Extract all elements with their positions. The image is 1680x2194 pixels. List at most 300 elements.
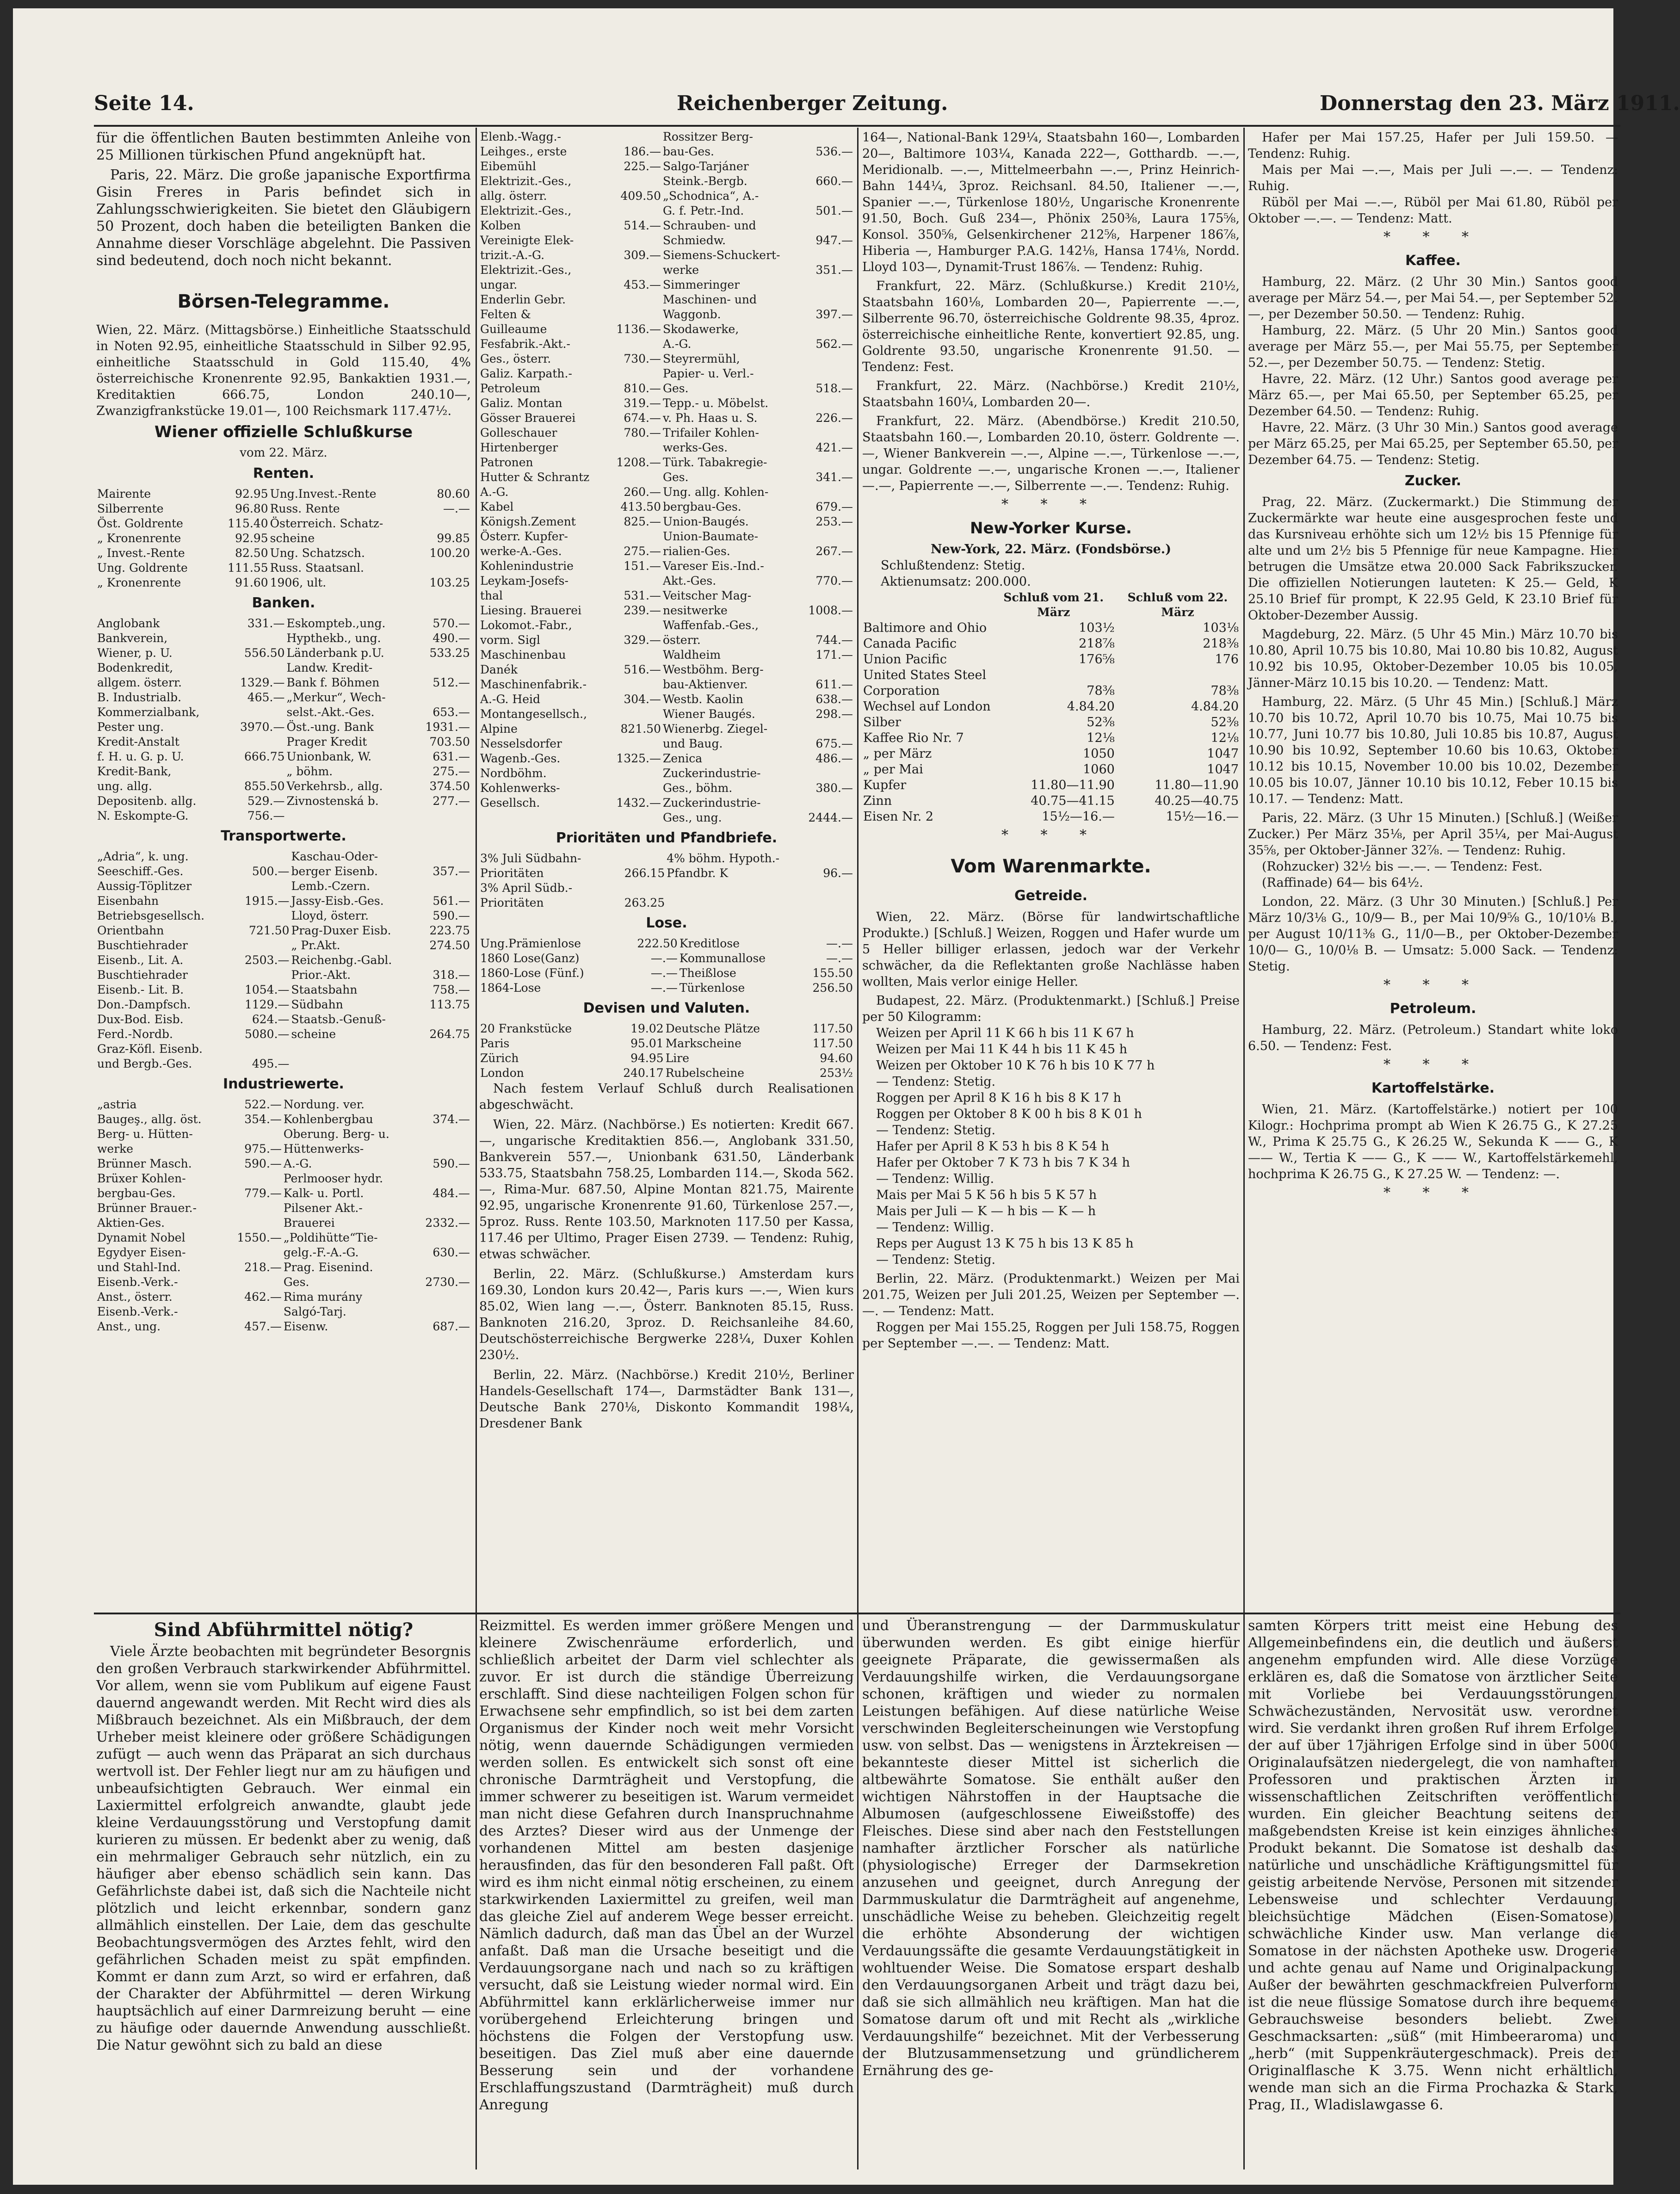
table-cell <box>608 130 662 144</box>
table-cell: Siemens-Schuckert- <box>663 248 780 262</box>
table-cell: Zinn <box>863 794 892 808</box>
table-cell: Betriebsgesellsch. <box>97 909 205 922</box>
table-cell: 309.— <box>624 248 661 262</box>
table-row <box>479 440 854 455</box>
table-cell: 115.40 <box>228 517 268 530</box>
table-cell: 1008.— <box>808 604 853 617</box>
table-row <box>479 648 854 662</box>
table-row <box>479 514 854 529</box>
table-row <box>96 1216 471 1230</box>
table-cell: 1325.— <box>616 752 661 765</box>
table-cell: Elektrizit.-Ges., <box>480 174 572 188</box>
schlusskurse-date: vom 22. März. <box>240 446 327 460</box>
table-row <box>96 864 471 879</box>
table-row <box>96 661 471 675</box>
table-cell: „Merkur“, Wech- <box>286 691 386 704</box>
table-row <box>96 561 471 575</box>
table-row <box>96 749 471 764</box>
table-cell <box>800 559 854 574</box>
table-cell: 82.50 <box>235 546 268 560</box>
table-cell: 171.— <box>815 648 853 661</box>
table-cell: Trifailer Kohlen- <box>663 426 759 439</box>
table-cell: „ Invest.-Rente <box>97 546 185 560</box>
table-row <box>96 646 471 661</box>
table-cell: 1860 Lose(Ganz) <box>480 952 580 965</box>
table-cell: 756.— <box>247 809 285 822</box>
table-cell: 457.— <box>244 1320 282 1333</box>
table-cell: 4.84.20 <box>1067 699 1115 714</box>
table-cell: 92.95 <box>235 532 268 545</box>
table-cell: Kohlenwerks- <box>480 781 560 795</box>
table-cell: Bankverein, <box>97 631 168 645</box>
table-cell: Lloyd, österr. <box>291 909 369 922</box>
table-cell: Silberrente <box>97 502 164 515</box>
table-cell: Orientbahn <box>97 924 164 937</box>
table-row <box>96 546 471 561</box>
table-cell: 329.— <box>624 633 661 647</box>
table-row <box>479 411 854 426</box>
table-cell: „astria <box>97 1098 137 1111</box>
table-cell: 341.— <box>815 470 853 484</box>
table-cell: Zuckerindustrie- <box>663 796 761 810</box>
ad-column-1 <box>96 1617 471 2172</box>
table-row <box>479 662 854 677</box>
table-cell: Königsh.Zement <box>480 515 576 528</box>
table-cell: 486.— <box>815 752 853 765</box>
table-row <box>479 130 854 144</box>
table-cell: Ung.Prämienlose <box>480 937 581 950</box>
table-cell: Lire <box>665 1051 690 1065</box>
table-cell: Eisenb.-Verk.- <box>97 1305 178 1318</box>
table-row <box>96 1319 471 1334</box>
table-row <box>96 764 471 779</box>
table-cell: Verkehrsb., allg. <box>286 779 383 793</box>
table-row <box>96 501 471 516</box>
table-cell: Ges. <box>663 382 689 395</box>
table-cell: 514.— <box>624 219 661 232</box>
newyork-title: New-Yorker Kurse. <box>970 519 1132 538</box>
budapest-prices <box>862 1025 1240 1268</box>
table-cell: 15½—16.— <box>1042 810 1115 824</box>
table-cell <box>418 849 471 864</box>
transport-title: Transportwerte. <box>221 828 346 844</box>
table-cell: 687.— <box>432 1320 470 1333</box>
table-cell <box>608 810 662 825</box>
table-cell: 674.— <box>624 411 661 425</box>
london-zucker: London, 22. März. (3 Uhr 30 Minuten.) [Schluß.] Per März 10/3⅛ G., 10/9— B., per Mai 10/9⅝ G., 10/10⅛ B., per August 10/11⅜ G., 11/0—B., per Oktober-Dezember 10/0— G., 10/0⅛ B. — Umsatz: 5.000 Sack. — Tendenz: Stetig. <box>1248 895 1618 974</box>
table-cell: 298.— <box>815 707 853 721</box>
table-cell: —.— <box>650 981 678 995</box>
table-cell: 274.50 <box>429 939 470 952</box>
table-cell: 1208.— <box>616 456 661 469</box>
table-cell: 2444.— <box>808 811 853 824</box>
table-cell <box>608 307 662 322</box>
table-cell <box>232 909 290 923</box>
table-cell: 821.50 <box>620 722 661 735</box>
table-cell <box>414 1201 471 1216</box>
table-row <box>479 381 854 396</box>
table-cell: Brüxer Kohlen- <box>97 1172 186 1185</box>
table-cell: „Schodnica“, A.- <box>663 189 759 203</box>
table-cell <box>232 968 290 983</box>
table-cell: Patronen <box>480 456 533 469</box>
table-cell: 1329.— <box>240 676 285 689</box>
newspaper-page <box>13 8 1680 2185</box>
table-row <box>96 1112 471 1127</box>
table-cell: Gesellsch. <box>480 796 540 810</box>
table-row <box>479 603 854 618</box>
table-cell: Brünner Masch. <box>97 1157 192 1170</box>
table-cell: Salgo-Tarjáner <box>663 160 749 173</box>
table-cell: A.-G. Heid <box>480 692 541 706</box>
table-cell: 266.15 <box>624 866 665 880</box>
table-cell: 409.50 <box>620 189 661 203</box>
table-cell: Wiener Baugés. <box>663 707 755 721</box>
schlusskurse-title: Wiener offizielle Schlußkurse <box>154 423 413 441</box>
report-line: Hamburg, 22. März. (2 Uhr 30 Min.) Santos good average per März 54.—, per Mai 54.—, per September 52.—, per Dezember 50.50. — Tendenz: Ruhig. <box>1248 275 1618 321</box>
table-cell: 4% böhm. Hypoth.- <box>667 852 780 865</box>
table-cell <box>418 1012 471 1027</box>
table-row <box>96 938 471 953</box>
paris-zucker: Paris, 22. März. (3 Uhr 15 Minuten.) [Schluß.] (Weißer Zucker.) Per März 35⅛, per April 35¼, per Mai-August 35⅝, per Oktober-Jänner 32⅞. — Tendenz: Ruhig. <box>1248 811 1618 858</box>
table-cell: Theißlose <box>679 966 736 980</box>
table-cell <box>414 1097 471 1112</box>
wien-nachboerse: Wien, 22. März. (Nachbörse.) Es notierten: Kredit 667.—, ungarische Kreditaktien 856.—, Anglobank 331.50, Bankverein 557.—, Unionbank 631.50, Länderbank 533.75, Staatsbahn 758.25, Lombarden 114.—, Skoda 562.—, Rima-Mur. 687.50, Alpine Montan 821.75, Mairente 92.95, ungarische Kronenrente 91.60, Türkenlose 257.—, 5proz. Russ. Rente 103.50, Marknoten 117.50 per Kassa, 117.46 per Ultimo, Prager Eisen 2739. — Tendenz: Ruhig, etwas schwächer. <box>479 1118 854 1261</box>
table-cell: Seeschiff.-Ges. <box>97 865 184 878</box>
table-cell: Unionbank, W. <box>286 750 372 763</box>
table-row <box>479 766 854 781</box>
table-cell: Depositenb. allg. <box>97 794 197 808</box>
table-cell <box>226 1216 283 1230</box>
industrie-title: Industriewerte. <box>223 1076 344 1092</box>
table-cell: Don.-Dampfsch. <box>97 998 191 1011</box>
table-row <box>96 849 471 864</box>
table-cell: Enderlin Gebr. <box>480 293 566 306</box>
kartoffel-title: Kartoffelstärke. <box>1371 1080 1495 1096</box>
table-cell: 611.— <box>815 678 853 691</box>
table-cell: 218.— <box>244 1261 282 1274</box>
table-cell <box>800 766 854 781</box>
table-row <box>479 233 854 248</box>
table-cell: Eisenb.-Verk.- <box>97 1275 178 1289</box>
table-cell: „ böhm. <box>286 765 333 778</box>
column-rule-1 <box>476 128 477 1613</box>
table-cell <box>800 662 854 677</box>
table-row <box>479 292 854 307</box>
table-cell <box>800 248 854 263</box>
banken-title: Banken. <box>252 595 315 611</box>
report-line: — Tendenz: Stetig. <box>876 1123 996 1137</box>
table-cell: 630.— <box>432 1246 470 1259</box>
table-cell: —.— <box>650 966 678 980</box>
table-cell: Waggonb. <box>663 308 721 321</box>
table-cell: selst.-Akt.-Ges. <box>286 705 375 719</box>
header-rule <box>94 125 1620 127</box>
table-cell: 1136.— <box>616 322 661 336</box>
frankfurt-nachboerse: Frankfurt, 22. März. (Nachbörse.) Kredit 210½, Staatsbahn 160¼, Lombarden 20—. <box>862 379 1240 409</box>
table-cell: Ges., österr. <box>480 352 551 365</box>
ny-col-2: Schluß vom 22. März <box>1127 591 1228 619</box>
table-cell: Aktien-Ges. <box>97 1216 165 1230</box>
table-cell: Brauerei <box>283 1216 335 1230</box>
table-cell: 536.— <box>815 145 853 158</box>
table-cell: Maschinenbau <box>480 648 566 661</box>
table-row <box>479 866 854 881</box>
table-row <box>96 1275 471 1290</box>
table-cell: Österr. Kupfer- <box>480 530 568 543</box>
separator-stars-3: * * * <box>1383 229 1483 245</box>
magdeburg-zucker: Magdeburg, 22. März. (5 Uhr 45 Min.) März 10.70 bis 10.80, April 10.75 bis 10.80, Mai 10.80 bis 10.82, August 10.92 bis 10.95, Oktober-Dezember 10.05 bis 10.05, Jänner-März 10.15 bis 10.20. — Tendenz: Matt. <box>1248 627 1618 690</box>
table-cell: Vereinigte Elek- <box>480 234 574 247</box>
table-row <box>479 500 854 514</box>
table-cell: Türkenlose <box>679 981 745 995</box>
table-cell: „ Kronenrente <box>97 532 181 545</box>
table-cell: Veitscher Mag- <box>663 589 752 602</box>
table-row <box>479 426 854 440</box>
table-cell <box>417 561 471 575</box>
table-cell: 94.95 <box>630 1051 664 1065</box>
table-cell <box>608 337 662 352</box>
table-cell: 1050 <box>1083 747 1115 761</box>
table-cell: 1550.— <box>237 1231 282 1244</box>
table-row <box>479 588 854 603</box>
budapest-heading: Budapest, 22. März. (Produktenmarkt.) [Schluß.] Preise per 50 Kilogramm: <box>862 994 1240 1024</box>
table-cell <box>414 1127 471 1142</box>
table-row <box>479 396 854 411</box>
table-cell <box>608 233 662 248</box>
ad-rule-1 <box>476 1614 477 2169</box>
separator-stars-2: * * * <box>1001 827 1101 843</box>
table-cell: Dynamit Nobel <box>97 1231 185 1244</box>
table-cell: Ung. Schatzsch. <box>270 546 365 560</box>
table-cell: Baugeş., allg. öst. <box>97 1112 202 1126</box>
prioritaeten-table <box>479 851 854 910</box>
table-cell <box>418 1057 471 1071</box>
table-cell: Wienerbg. Ziegel- <box>663 722 768 735</box>
table-row <box>96 1260 471 1275</box>
table-cell <box>608 470 662 485</box>
table-row <box>96 531 471 546</box>
table-cell: 331.— <box>247 617 285 630</box>
table-cell: Tepp.- u. Möbelst. <box>663 396 769 410</box>
table-cell: Steyrermühl, <box>663 352 740 365</box>
devisen-note: Nach festem Verlauf Schluß durch Realisationen abgeschwächt. <box>479 1082 854 1112</box>
table-row <box>96 809 471 823</box>
table-cell: 779.— <box>244 1187 282 1200</box>
table-cell: 631.— <box>432 750 470 763</box>
table-cell: 155.50 <box>812 966 853 980</box>
issue-date: Donnerstag den 23. März 1911. <box>1320 92 1680 115</box>
table-cell <box>608 648 662 662</box>
banken-table <box>96 616 471 823</box>
table-cell <box>418 953 471 968</box>
newyork-tendenz: Schlußtendenz: Stetig. <box>881 558 1025 573</box>
table-cell: 495.— <box>252 1057 290 1070</box>
table-cell: Ges. <box>663 470 689 484</box>
hamburg-zucker: Hamburg, 22. März. (5 Uhr 45 Min.) [Schluß.] März 10.70 bis 10.72, April 10.70 bis 10.75, Mai 10.75 bis 10.77, Juni 10.77 bis 10.80, Juli 10.85 bis 10.87, August 10.90 bis 10.92, September 10.60 bis 10.63, Oktober 10.12 bis 10.15, November 10.00 bis 10.02, Dezember 10.05 bis 10.07, Jänner 10.10 bis 10.12, Feber 10.15 bis 10.17. — Tendenz: Matt. <box>1248 695 1618 806</box>
table-cell <box>227 705 285 720</box>
petroleum-title: Petroleum. <box>1390 1001 1476 1017</box>
table-cell <box>418 1042 471 1057</box>
table-cell: Zenica <box>663 752 703 765</box>
table-cell: 374.50 <box>429 779 470 793</box>
table-cell: Leykam-Josefs- <box>480 574 568 587</box>
berlin-rueboel: Rüböl per Mai —.—, Rüböl per Mai 61.80, Rüböl per Oktober —.—. — Tendenz: Matt. <box>1248 195 1618 226</box>
report-line: Havre, 22. März. (12 Uhr.) Santos good average per März 65.—, per Mai 65.50, per September 65.25, per Dezember 64.50. — Tendenz: Ruhig. <box>1248 372 1618 419</box>
table-row <box>862 652 1240 667</box>
page-number: Seite 14. <box>94 92 194 115</box>
prag-zuckermarkt: Prag, 22. März. (Zuckermarkt.) Die Stimmung der Zuckermärkte war heute eine ausgesprochen feste und das Kursniveau erhöhte sich um 12½ bis 15 Pfennige für alte und um 2½ bis 5 Pfennige für neue Kampagne. Hier betrugen die Umsätze etwa 20.000 Sack Fabrikszucker. Die offiziellen Notierungen lauteten: K 25.— Geld, K 25.10 Brief für prompt, K 22.95 Geld, K 23.10 Brief für Oktober-Dezember Aussig. <box>1248 495 1618 623</box>
raffinade: (Raffinade) 64— bis 64½. <box>1262 876 1423 890</box>
table-row <box>862 730 1240 746</box>
table-cell: Südbahn <box>291 998 343 1011</box>
table-cell: Prioritäten <box>480 866 544 880</box>
table-cell: Danék <box>480 663 518 676</box>
table-row <box>479 851 854 866</box>
report-line: Reps per August 13 K 75 h bis 13 K 85 h <box>876 1236 1134 1251</box>
table-cell <box>290 1057 418 1071</box>
table-cell: Prager Kredit <box>286 735 367 748</box>
ny-col-0 <box>862 590 992 620</box>
table-cell: 40.25—40.75 <box>1155 794 1239 808</box>
table-cell: allg. österr. <box>480 189 547 203</box>
table-cell: 357.— <box>432 865 470 878</box>
table-cell: 218⅞ <box>1079 637 1115 651</box>
table-cell: Fesfabrik.-Akt.- <box>480 337 570 351</box>
report-line: Hamburg, 22. März. (5 Uhr 20 Min.) Santos good average per März 55.—, per Mai 55.75, per September 52.—, per Dezember 50.75. — Tendenz: Stetig. <box>1248 323 1618 370</box>
table-cell: 947.— <box>815 234 853 247</box>
table-cell: Buschtiehrader <box>97 939 188 952</box>
table-cell: thal <box>480 589 503 602</box>
table-cell: Lemb.-Czern. <box>291 879 371 893</box>
table-cell <box>800 529 854 544</box>
table-cell: —.— <box>443 502 470 515</box>
table-cell <box>608 292 662 307</box>
table-cell: 703.50 <box>429 735 470 748</box>
table-cell: 653.— <box>432 705 470 719</box>
table-cell: werke <box>97 1142 134 1156</box>
table-cell: 117.50 <box>812 1022 853 1035</box>
table-cell: 1047 <box>1207 747 1239 761</box>
frankfurt-abendboerse: Frankfurt, 22. März. (Abendbörse.) Kredit 210.50, Staatsbahn 160.—, Lombarden 20.10, österr. Goldrente —.—, Wiener Bankverein —.—, Alpine —.—, Türkenlose —.—, ungar. Goldrente —.—, ungarische Kronen —.—, Italiener —.—, Papierrente —.—, Silberrente —.—. Tendenz: Ruhig. <box>862 414 1240 493</box>
table-cell: Reichenbg.-Gabl. <box>291 953 392 967</box>
table-cell: Kohlenbergbau <box>283 1112 373 1126</box>
table-cell: Wechsel auf London <box>863 699 991 714</box>
table-cell <box>227 764 285 779</box>
table-row <box>96 794 471 809</box>
table-cell: Alpine <box>480 722 518 735</box>
table-cell: 99.85 <box>437 532 470 545</box>
lose-table <box>479 936 854 995</box>
table-cell: 413.50 <box>620 500 661 513</box>
table-cell: 78⅜ <box>1087 684 1115 698</box>
table-cell: 638.— <box>815 692 853 706</box>
table-cell: Akt.-Ges. <box>663 574 716 587</box>
table-cell: 20 Frankstücke <box>480 1022 572 1035</box>
anleihe-paragraph: für die öffentlichen Bauten bestimmten Anleihe von 25 Millionen türkischen Pfund angeknüpft hat. <box>96 130 471 163</box>
zucker-title: Zucker. <box>1404 473 1462 489</box>
table-cell: —.— <box>650 952 678 965</box>
table-row <box>479 1066 854 1081</box>
berlin-schlusskurse: Berlin, 22. März. (Schlußkurse.) Amsterdam kurs 169.30, London kurs 20.42—, Paris kurs —.—, Wien kurs 85.02, Wien lang —.—, Österr. Banknoten 85.15, Russ. Banknoten 216.20, 3proz. D. Reichsanleihe 84.60, Deutschösterreichische Bergwerke 228¼, Duxer Kohlen 230½. <box>479 1267 854 1362</box>
table-cell <box>608 736 662 751</box>
table-cell <box>800 352 854 366</box>
table-row <box>479 796 854 810</box>
paris-paragraph: Paris, 22. März. Die große japanische Exportfirma Gisin Freres in Paris befindet sich in Zahlungsschwierigkeiten. Sie bietet den Gläubigern 50 Prozent, doch haben die beteiligten Banken die Annahme dieser Vorschläge abgelehnt. Die Passiven sind bedeutend, doch noch nicht bekannt. <box>96 167 471 269</box>
report-line: Weizen per Mai 11 K 44 h bis 11 K 45 h <box>876 1042 1128 1057</box>
table-cell: 3% Juli Südbahn- <box>480 852 581 865</box>
table-row <box>479 278 854 292</box>
table-row <box>96 909 471 923</box>
table-cell: bau-Ges. <box>663 145 714 158</box>
table-cell: werks-Ges. <box>663 441 728 454</box>
table-cell: 1860-Lose (Fünf.) <box>480 966 584 980</box>
table-cell: Kohlenindustrie <box>480 559 574 573</box>
table-cell <box>232 879 290 894</box>
table-cell: Union-Baumate- <box>663 530 759 543</box>
report-line: Havre, 22. März. (3 Uhr 30 Min.) Santos good average per März 65.25, per Mai 65.25, per September 65.50, per Dezember 64.75. — Tendenz: Stetig. <box>1248 420 1618 467</box>
table-cell <box>608 529 662 544</box>
berlin-continued: 164—, National-Bank 129¼, Staatsbahn 160—, Lombarden 20—, Baltimore 103¼, Kanada 222—, Gotthardb. —.—, Meridionalb. —.—, Mittelmeerbahn —.—, Prinz Heinrich-Bahn 144¼, 3proz. Reichsanl. 84.50, Italiener —.—, Spanier —.—, Türkenlose 180½, Ungarische Kronenrente 91.50, Boch. Guß 234—, Phönix 250⅜, Laura 175⅝, Konsol. 350⅝, Gelsenkirchener 212⅝, Harpener 186⅞, Hiberia —, Hamburger P.A.G. 142⅛, Hansa 174⅛, Nordd. Lloyd 103—, Dynamit-Trust 186⅞. — Tendenz: Ruhig. <box>862 130 1240 274</box>
table-cell: bergbau-Ges. <box>663 500 741 513</box>
table-cell <box>813 851 854 866</box>
table-cell: 453.— <box>624 278 661 291</box>
table-row <box>96 1171 471 1186</box>
table-cell <box>800 189 854 204</box>
table-cell: „ Pr.Akt. <box>291 939 340 952</box>
renten-table <box>96 487 471 590</box>
table-row <box>479 337 854 352</box>
table-cell: Ung. allg. Kohlen- <box>663 485 769 499</box>
table-cell <box>800 588 854 603</box>
table-cell <box>226 1171 283 1186</box>
separator-stars-6: * * * <box>1383 1185 1483 1201</box>
table-cell: 744.— <box>815 633 853 647</box>
report-line: Roggen per Oktober 8 K 00 h bis 8 K 01 h <box>876 1107 1142 1121</box>
table-cell: Salgó-Tarj. <box>283 1305 346 1318</box>
table-cell: 533.25 <box>429 646 470 660</box>
ad-title: Sind Abführmittel nötig? <box>154 1619 414 1641</box>
rohzucker: (Rohzucker) 32½ bis —.—. — Tendenz: Fest. <box>1262 859 1543 874</box>
report-line: Weizen per Oktober 10 K 76 h bis 10 K 77 h <box>876 1058 1155 1073</box>
table-cell: Kalk- u. Portl. <box>283 1187 364 1200</box>
table-cell: Canada Pacific <box>863 637 957 651</box>
table-cell: Westböhm. Berg- <box>663 663 764 676</box>
table-row <box>96 1057 471 1071</box>
table-cell: Markscheine <box>665 1037 741 1050</box>
table-cell: 186.— <box>624 145 661 158</box>
table-cell <box>479 810 608 825</box>
table-cell: Elektrizit.-Ges., <box>480 204 572 217</box>
table-cell <box>800 218 854 233</box>
table-cell: Kommerzialbank, <box>97 705 200 719</box>
table-cell: 253.— <box>815 515 853 528</box>
lose-title: Lose. <box>646 915 687 931</box>
table-cell: 374.— <box>432 1112 470 1126</box>
column-4 <box>1248 130 1618 1610</box>
table-cell: Baltimore and Ohio <box>863 621 987 635</box>
table-row <box>479 692 854 707</box>
table-cell: 975.— <box>244 1142 282 1156</box>
table-row <box>479 1021 854 1036</box>
table-row <box>479 248 854 263</box>
table-cell <box>608 440 662 455</box>
table-cell: 267.— <box>815 544 853 558</box>
table-cell: 679.— <box>815 500 853 513</box>
table-row <box>479 707 854 722</box>
kaffee-reports <box>1248 274 1618 468</box>
table-cell: Waffenfab.-Ges., <box>663 618 759 632</box>
